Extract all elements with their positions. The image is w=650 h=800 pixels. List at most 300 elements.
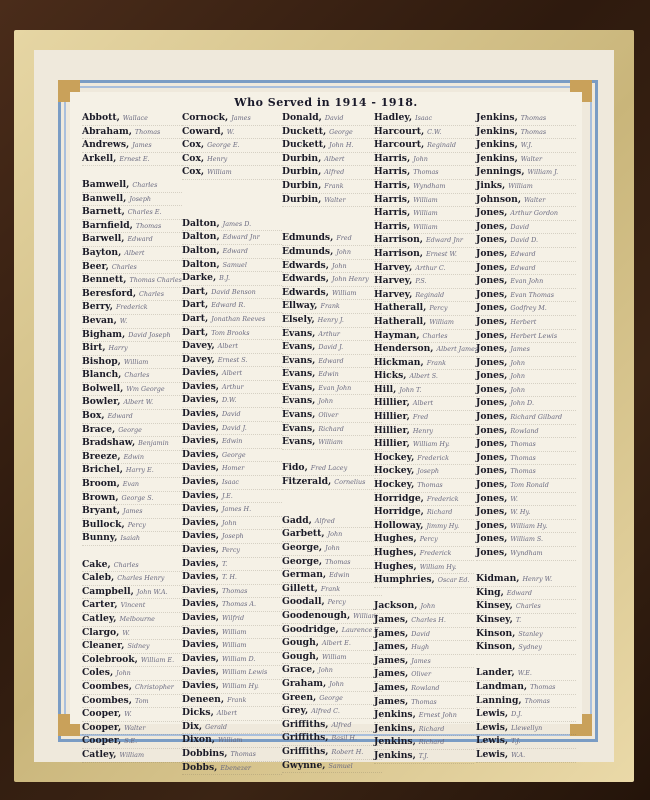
given-name: David J. xyxy=(318,343,344,352)
name-entry xyxy=(82,654,182,668)
name-entry xyxy=(374,248,474,262)
name-entry xyxy=(82,153,182,167)
name-entry xyxy=(476,547,576,561)
name-entry xyxy=(182,707,282,721)
given-name: Charles E. xyxy=(127,208,162,217)
name-entry xyxy=(374,153,474,167)
given-name: S.E. xyxy=(124,737,138,746)
name-entry xyxy=(182,112,282,126)
given-name: Joseph xyxy=(221,532,244,541)
name-entry xyxy=(82,451,182,465)
name-entry xyxy=(476,153,576,167)
given-name: Edward Jnr xyxy=(425,236,463,245)
surname: Coombes, xyxy=(82,680,132,692)
given-name: Albert xyxy=(216,709,237,718)
given-name: Frank xyxy=(320,302,340,311)
name-entry xyxy=(82,708,182,722)
name-entry xyxy=(282,637,382,651)
given-name: Thomas xyxy=(510,467,536,476)
surname: Durbin, xyxy=(282,193,322,205)
name-entry xyxy=(476,248,576,262)
given-name: Edwin xyxy=(318,370,339,379)
given-name: Herbert xyxy=(510,317,537,326)
surname: Broom, xyxy=(82,478,120,490)
name-entry xyxy=(82,342,182,356)
surname: Jones, xyxy=(476,383,508,395)
given-name: John xyxy=(510,358,526,367)
name-entry xyxy=(282,409,382,423)
given-name: Reginald xyxy=(427,141,456,150)
given-name: Percy xyxy=(221,546,241,554)
surname: Bowler, xyxy=(82,396,121,408)
name-column xyxy=(374,112,479,764)
surname: Davies, xyxy=(182,394,219,406)
surname: Kinsey, xyxy=(476,600,513,612)
name-entry xyxy=(182,231,282,245)
surname: Hillier, xyxy=(374,397,410,409)
given-name: John xyxy=(221,518,237,527)
surname: Horridge, xyxy=(374,506,424,518)
surname: George, xyxy=(282,542,323,553)
surname: Beresford, xyxy=(82,287,137,299)
name-entry xyxy=(282,664,382,678)
surname: Evans, xyxy=(282,409,316,421)
given-name: George xyxy=(319,693,343,702)
surname: Catley, xyxy=(82,748,117,760)
given-name: William xyxy=(207,168,232,177)
surname: Harrison, xyxy=(374,234,423,246)
surname: Coombes, xyxy=(82,694,132,706)
given-name: John D. xyxy=(510,399,534,408)
given-name: Reginald xyxy=(415,290,445,299)
surname: Harcourt, xyxy=(374,139,425,151)
surname: Evans, xyxy=(282,368,316,380)
name-entry xyxy=(82,681,182,695)
name-entry xyxy=(282,610,382,624)
surname: Bunny, xyxy=(82,532,118,544)
given-name: Percy xyxy=(127,520,146,529)
given-name: Ernest S. xyxy=(217,355,248,364)
name-entry xyxy=(476,384,576,398)
surname: Jenkins, xyxy=(374,709,416,721)
name-entry xyxy=(374,302,474,316)
given-name: Alfred xyxy=(324,168,345,177)
name-entry xyxy=(476,166,576,180)
surname: Davies, xyxy=(182,530,219,542)
surname: Caleb, xyxy=(82,572,115,584)
given-name: Frank xyxy=(324,181,344,190)
surname: Jenkins, xyxy=(374,736,416,748)
given-name: T.J. xyxy=(511,737,521,746)
blank-line xyxy=(476,561,576,574)
surname: Jones, xyxy=(476,533,508,545)
surname: Graham, xyxy=(282,677,327,689)
blank-line xyxy=(374,588,474,601)
name-entry xyxy=(374,234,474,248)
name-entry xyxy=(476,749,576,763)
given-name: William xyxy=(119,750,145,759)
given-name: Walter xyxy=(124,723,146,732)
given-name: Frederick xyxy=(417,453,449,462)
name-entry xyxy=(476,506,576,520)
surname: Davies, xyxy=(182,421,219,433)
surname: Jones, xyxy=(476,343,508,355)
given-name: George xyxy=(118,425,142,434)
name-entry xyxy=(282,126,382,140)
given-name: W. xyxy=(510,494,518,503)
given-name: John T. xyxy=(399,385,422,394)
surname: James, xyxy=(374,654,409,666)
name-entry xyxy=(476,614,576,628)
surname: Davies, xyxy=(182,598,219,610)
given-name: Harry E. xyxy=(125,466,154,475)
name-column xyxy=(182,112,282,775)
surname: Edmunds, xyxy=(282,245,334,257)
surname: Cake, xyxy=(82,558,111,570)
surname: Beer, xyxy=(82,260,109,272)
name-entry xyxy=(374,614,474,628)
surname: Jones, xyxy=(476,220,508,232)
given-name: W.E. xyxy=(517,669,532,678)
name-entry xyxy=(282,746,382,760)
name-entry xyxy=(476,465,576,479)
surname: Catley, xyxy=(82,612,117,624)
name-entry xyxy=(82,505,182,519)
name-entry xyxy=(82,559,182,573)
given-name: William xyxy=(429,317,454,326)
blank-line xyxy=(82,546,182,559)
given-name: W. xyxy=(119,316,128,325)
surname: Davies, xyxy=(182,435,219,447)
surname: James, xyxy=(374,627,409,639)
surname: Bamwell, xyxy=(82,178,130,190)
given-name: Wyndham xyxy=(413,181,446,190)
given-name: David xyxy=(221,410,241,419)
given-name: James xyxy=(510,345,530,354)
given-name: John Henry xyxy=(331,275,369,284)
surname: Davey, xyxy=(182,340,215,352)
surname: Goodenough, xyxy=(282,609,351,621)
name-entry xyxy=(282,287,382,301)
surname: Cooper, xyxy=(82,735,122,747)
name-entry xyxy=(182,762,282,776)
name-entry xyxy=(182,476,282,490)
surname: Davies, xyxy=(182,679,219,691)
given-name: Tom xyxy=(134,696,149,705)
given-name: P.S. xyxy=(415,277,427,286)
given-name: Thomas xyxy=(134,127,161,136)
given-name: William Lewis xyxy=(221,668,268,677)
surname: Jones, xyxy=(476,519,508,531)
name-entry xyxy=(476,370,576,384)
surname: Deneen, xyxy=(182,693,225,705)
surname: Davies, xyxy=(182,380,219,392)
given-name: Edward xyxy=(506,588,532,597)
name-entry xyxy=(282,368,382,382)
surname: Lander, xyxy=(476,667,515,679)
name-entry xyxy=(282,355,382,369)
surname: Jenkins, xyxy=(374,722,416,734)
given-name: William xyxy=(321,652,347,661)
name-entry xyxy=(82,735,182,749)
given-name: Charles xyxy=(422,331,448,340)
given-name: Isaiah xyxy=(120,534,141,543)
given-name: David J. xyxy=(221,423,247,432)
surname: James, xyxy=(374,668,409,680)
surname: Harcourt, xyxy=(374,125,425,137)
surname: Davies, xyxy=(182,489,219,501)
name-entry xyxy=(82,722,182,736)
name-entry xyxy=(82,424,182,438)
given-name: Oliver xyxy=(318,411,339,420)
given-name: John xyxy=(318,666,333,675)
given-name: James xyxy=(123,507,143,516)
name-entry xyxy=(82,464,182,478)
name-entry xyxy=(374,275,474,289)
given-name: Walter xyxy=(520,154,543,163)
name-entry xyxy=(82,315,182,329)
surname: Jones, xyxy=(476,234,508,246)
name-entry xyxy=(476,452,576,466)
surname: Gough, xyxy=(282,650,319,662)
given-name: William J. xyxy=(527,168,559,177)
given-name: Alfred xyxy=(314,516,335,525)
page-title: Who Served in 1914 - 1918. xyxy=(234,96,418,109)
name-entry xyxy=(82,478,182,492)
surname: Bolwell, xyxy=(82,382,124,394)
given-name: Charles H. xyxy=(411,615,446,624)
surname: Blanch, xyxy=(82,369,122,381)
surname: Davies, xyxy=(182,652,219,664)
name-entry xyxy=(82,532,182,546)
surname: Hughes, xyxy=(374,533,417,545)
given-name: Thomas xyxy=(524,696,550,705)
surname: Jones, xyxy=(476,261,508,273)
name-entry xyxy=(476,641,576,655)
surname: Jennings, xyxy=(476,166,525,178)
surname: Donald, xyxy=(282,112,322,123)
surname: Jackson, xyxy=(374,600,418,612)
name-entry xyxy=(476,126,576,140)
surname: Cox, xyxy=(182,152,205,164)
name-entry xyxy=(182,694,282,708)
given-name: William xyxy=(508,181,533,190)
name-entry xyxy=(182,245,282,259)
name-entry xyxy=(374,561,474,575)
name-entry xyxy=(476,493,576,507)
given-name: Albert xyxy=(124,248,145,257)
surname: Jones, xyxy=(476,315,508,327)
name-entry xyxy=(182,517,282,531)
name-entry xyxy=(182,598,282,612)
surname: Cleaner, xyxy=(82,640,125,652)
given-name: John xyxy=(336,247,351,256)
given-name: Edward R. xyxy=(211,301,246,310)
name-entry xyxy=(282,112,382,126)
name-entry xyxy=(182,139,282,153)
name-entry xyxy=(374,452,474,466)
name-entry xyxy=(282,139,382,153)
given-name: Wallace xyxy=(122,114,148,122)
given-name: Alfred xyxy=(331,720,352,729)
given-name: B.J. xyxy=(219,274,230,283)
surname: Breeze, xyxy=(82,450,121,462)
roll-of-honour xyxy=(70,92,582,773)
name-entry xyxy=(374,411,474,425)
blank-line xyxy=(82,166,182,179)
surname: Lewis, xyxy=(476,721,509,733)
surname: Hadley, xyxy=(374,112,413,123)
surname: Davies, xyxy=(182,557,219,569)
name-entry xyxy=(374,330,474,344)
name-entry xyxy=(182,639,282,653)
given-name: Hugh xyxy=(411,643,430,652)
given-name: Richard xyxy=(418,738,445,747)
surname: Hayman, xyxy=(374,329,420,341)
name-entry xyxy=(82,572,182,586)
surname: Davey, xyxy=(182,353,215,365)
name-entry xyxy=(476,438,576,452)
name-entry xyxy=(476,194,576,208)
given-name: D.W. xyxy=(221,396,237,405)
surname: Johnson, xyxy=(476,193,522,205)
name-entry xyxy=(374,425,474,439)
given-name: Thomas xyxy=(530,682,556,691)
surname: Jones, xyxy=(476,329,508,341)
name-entry xyxy=(82,383,182,397)
surname: Duckett, xyxy=(282,125,327,137)
surname: Holloway, xyxy=(374,519,424,531)
surname: Hatherall, xyxy=(374,302,427,314)
name-entry xyxy=(282,341,382,355)
surname: Jones, xyxy=(476,465,508,477)
name-entry xyxy=(282,556,382,570)
name-entry xyxy=(476,262,576,276)
surname: Edmunds, xyxy=(282,232,334,244)
name-entry xyxy=(182,435,282,449)
given-name: John xyxy=(329,679,344,688)
given-name: T. xyxy=(515,615,522,624)
given-name: Percy xyxy=(327,598,346,607)
surname: Davies, xyxy=(182,611,219,623)
given-name: Thomas A. xyxy=(221,600,257,609)
surname: Davies, xyxy=(182,625,219,637)
name-entry xyxy=(476,302,576,316)
given-name: T. xyxy=(221,559,228,568)
given-name: William xyxy=(413,209,438,218)
name-entry xyxy=(282,395,382,409)
surname: Bradshaw, xyxy=(82,437,136,449)
surname: Edwards, xyxy=(282,259,329,271)
surname: Hillier, xyxy=(374,438,410,450)
surname: Evans, xyxy=(282,341,316,353)
given-name: Harry xyxy=(108,344,128,353)
surname: Harris, xyxy=(374,166,411,178)
name-entry xyxy=(374,343,479,357)
given-name: Vincent xyxy=(120,601,146,610)
surname: Harrison, xyxy=(374,247,423,259)
surname: Coward, xyxy=(182,125,224,137)
surname: Harris, xyxy=(374,220,411,232)
given-name: Charles xyxy=(124,371,150,380)
given-name: Cornelius xyxy=(334,478,366,487)
surname: Jones, xyxy=(476,424,508,436)
surname: Cox, xyxy=(182,139,205,151)
name-entry xyxy=(182,153,282,167)
surname: Durbin, xyxy=(282,179,322,191)
given-name: John xyxy=(413,154,428,163)
given-name: Albert E. xyxy=(321,639,351,648)
given-name: Thomas xyxy=(413,168,439,177)
surname: Gwynne, xyxy=(282,759,326,771)
surname: Dobbs, xyxy=(182,761,218,773)
given-name: Jimmy Hy. xyxy=(426,521,460,530)
name-column xyxy=(82,112,182,763)
name-entry xyxy=(374,696,474,710)
name-entry xyxy=(374,668,474,682)
given-name: Edwin xyxy=(329,571,350,580)
surname: Harvey, xyxy=(374,261,413,273)
name-entry xyxy=(282,328,382,342)
surname: Harvey, xyxy=(374,275,413,287)
name-entry xyxy=(282,232,382,246)
surname: Hickman, xyxy=(374,356,424,368)
given-name: Arthur C. xyxy=(415,263,446,272)
given-name: John xyxy=(116,669,131,678)
name-entry xyxy=(282,314,382,328)
given-name: William Hy. xyxy=(412,440,450,449)
given-name: William xyxy=(221,627,247,636)
name-entry xyxy=(476,112,576,126)
surname: Colebrook, xyxy=(82,653,138,665)
name-entry xyxy=(82,396,182,410)
given-name: Percy xyxy=(429,304,448,313)
given-name: Frederick xyxy=(426,494,459,503)
surname: Landman, xyxy=(476,680,528,692)
surname: Griffiths, xyxy=(282,732,329,744)
name-entry xyxy=(374,493,474,507)
given-name: Fred xyxy=(336,234,352,243)
name-entry xyxy=(82,288,182,302)
surname: Jones, xyxy=(476,275,508,287)
name-entry xyxy=(476,234,576,248)
given-name: Henry xyxy=(412,426,433,435)
name-entry xyxy=(476,667,576,681)
name-entry xyxy=(182,530,282,544)
surname: Gadd, xyxy=(282,514,312,526)
name-entry xyxy=(374,316,474,330)
given-name: William Hy. xyxy=(419,562,457,571)
surname: Banwell, xyxy=(82,192,127,204)
given-name: Albert W. xyxy=(123,398,154,407)
name-entry xyxy=(476,343,576,357)
given-name: John xyxy=(510,385,526,394)
surname: Jenkins, xyxy=(476,112,518,123)
surname: Jones, xyxy=(476,438,508,450)
given-name: Samuel xyxy=(328,761,353,770)
name-entry xyxy=(374,723,474,737)
name-entry xyxy=(282,462,382,476)
surname: Hillier, xyxy=(374,411,410,423)
surname: Edwards, xyxy=(282,286,329,298)
surname: Griffiths, xyxy=(282,718,329,730)
surname: Dobbins, xyxy=(182,747,228,759)
given-name: William xyxy=(413,195,438,204)
given-name: Llewellyn xyxy=(511,723,543,732)
name-entry xyxy=(82,492,182,506)
name-entry xyxy=(476,533,576,547)
given-name: Frank xyxy=(320,584,341,593)
